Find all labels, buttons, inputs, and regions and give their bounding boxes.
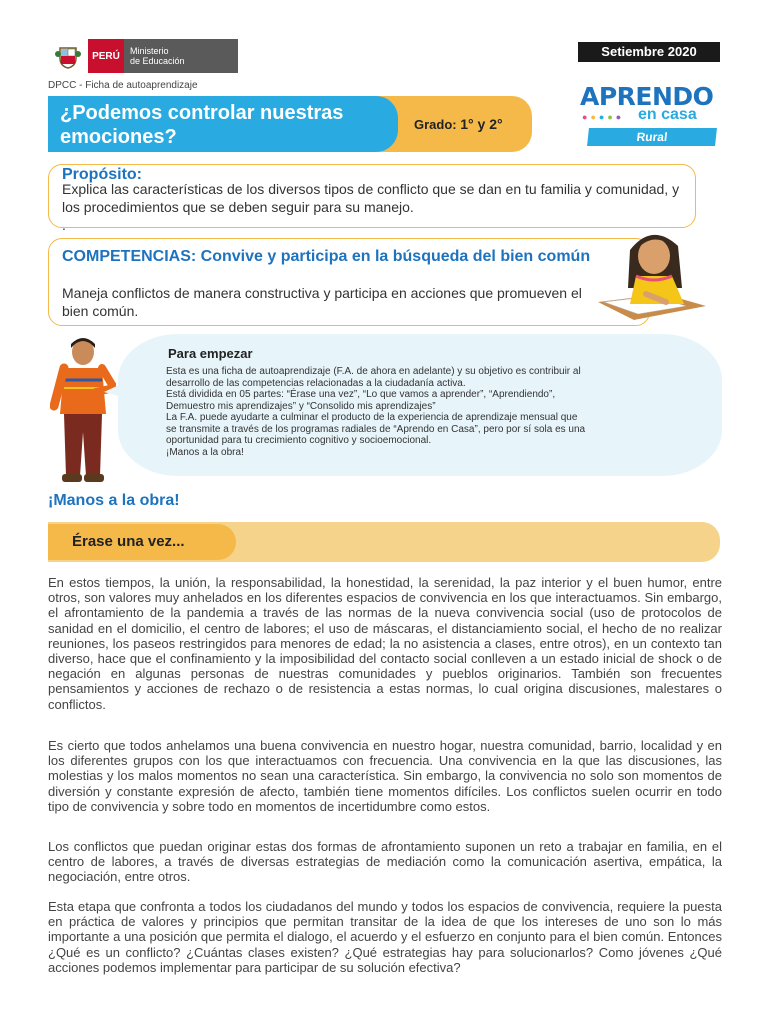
peru-label: PERÚ xyxy=(88,39,124,73)
grade-value: 1° y 2° xyxy=(460,116,503,132)
page-title: ¿Podemos controlar nuestras emociones? xyxy=(60,102,344,148)
aprendo-en-casa-logo xyxy=(580,82,720,152)
paragraph-4: Esta etapa que confronta a todos los ciudadanos del mundo y todos los espacios de convivencia, requiere la puesta en práctica de valores y principios que permitan transitar de la idea de que los intereses de uno son lo más importante a una posición que permita el dialogo, el acuerdo y el esfuerzo en conjunto para el bien común. Entonces ¿Qué es un conflicto? ¿Cuántas clases existen? ¿Qué estrategias hay para solucionarlos? Como jóvenes ¿Qué acciones podemos implementar para participar de su solución efectiva? xyxy=(48,899,722,975)
purpose-text: Explica las características de los diversos tipos de conflicto que se dan en tu familia y comunidad, y los procedimientos que se deben seguir para su manejo. . xyxy=(62,181,680,233)
intro-text: Esta es una ficha de autoaprendizaje (F.A. de ahora en adelante) y su objetivo es contribuir al desarrollo de las competencias relacionadas a la ciudadanía activa. Está dividida en 05 partes: “Érase una vez”, “Lo que vamos a aprender”, “Aprendiendo”, Demuestro mis aprendizajes” y “Consolido mis aprendizajes” La F.A. puede ayudarte a culminar el producto de la experiencia de aprendizaje mensual que se transmite a través de los programas radiales de “Aprendo en Casa”, pero por sí sola es una oportunidad para tu crecimiento cognitivo y socioemocional. ¡Manos a la obra! xyxy=(166,366,586,458)
brand-dots-icon: ●●●●● xyxy=(582,112,625,122)
brand-encasa: en casa xyxy=(638,106,697,123)
competencies-text: Maneja conflictos de manera constructiva y participa en acciones que promueven el bien común. xyxy=(62,285,582,319)
competencies-title: COMPETENCIAS: Convive y participa en la búsqueda del bien común xyxy=(62,248,591,265)
intro-title: Para empezar xyxy=(168,346,253,361)
peru-crest-icon xyxy=(48,39,88,73)
brand-rural-badge: Rural xyxy=(587,128,717,146)
erase-heading: Érase una vez... xyxy=(72,533,185,550)
paragraph-3: Los conflictos que puedan originar estas dos formas de afrontamiento suponen un reto a trabajar en familia, en el centro de labores, a través de diversas estrategias de mediación como la comunicación asertiva, empática, la negociación, entre otros. xyxy=(48,839,722,885)
date-badge: Setiembre 2020 xyxy=(578,42,720,62)
grade-label: Grado: 1° y 2° xyxy=(414,116,503,132)
purpose-title: Propósito: xyxy=(62,166,142,183)
dpcc-label: DPCC - Ficha de autoaprendizaje xyxy=(48,80,198,91)
section-heading-manos: ¡Manos a la obra! xyxy=(48,492,180,509)
brand-aprendo: APRENDO xyxy=(580,82,714,111)
ministry-name: Ministerio de Educación xyxy=(130,46,185,66)
paragraph-2: Es cierto que todos anhelamos una buena convivencia en nuestro hogar, nuestra comunidad, barrio, localidad y en los diferentes grupos con los que interactuamos con frecuencia. Una convivencia en la que las discusiones, las molestias y los malos momentos no sean una característica. Sin embargo, la convivencia no solo son momentos de diversión y constante expresión de afecto, también tiene momentos difíciles. Los conflictos suelen ocurrir en todo tipo de convivencia y sobre todo en momentos de incertidumbre como estos. xyxy=(48,738,722,814)
boy-illustration xyxy=(50,336,116,484)
ministry-logo xyxy=(48,39,238,73)
girl-writing-illustration xyxy=(594,224,722,324)
paragraph-1: En estos tiempos, la unión, la responsabilidad, la honestidad, la serenidad, la paz interior y el buen humor, entre otros, son valores muy anhelados en los diferentes espacios de convivencia en los que interactuamos. Sin embargo, el afrontamiento de la pandemia a través de las normas de la nueva convivencia social (uso de protocolos de sanidad en el domicilio, el centro de labores; el uso de máscaras, el distanciamiento social, el hecho de no realizar reuniones, los paseos restringidos para menores de edad; la no asistencia a clases, entre otros), en un contexto tan diverso, hace que el confinamiento y la imposibilidad del contacto social conlleven a un estado inicial de shock o de negación en algunas personas de nuestras comunidades y pueblos originarios. También son frecuentes pensamientos y acciones de rechazo o de resistencia a estas normas, lo cual origina discusiones, malestares o conflictos. xyxy=(48,575,722,712)
